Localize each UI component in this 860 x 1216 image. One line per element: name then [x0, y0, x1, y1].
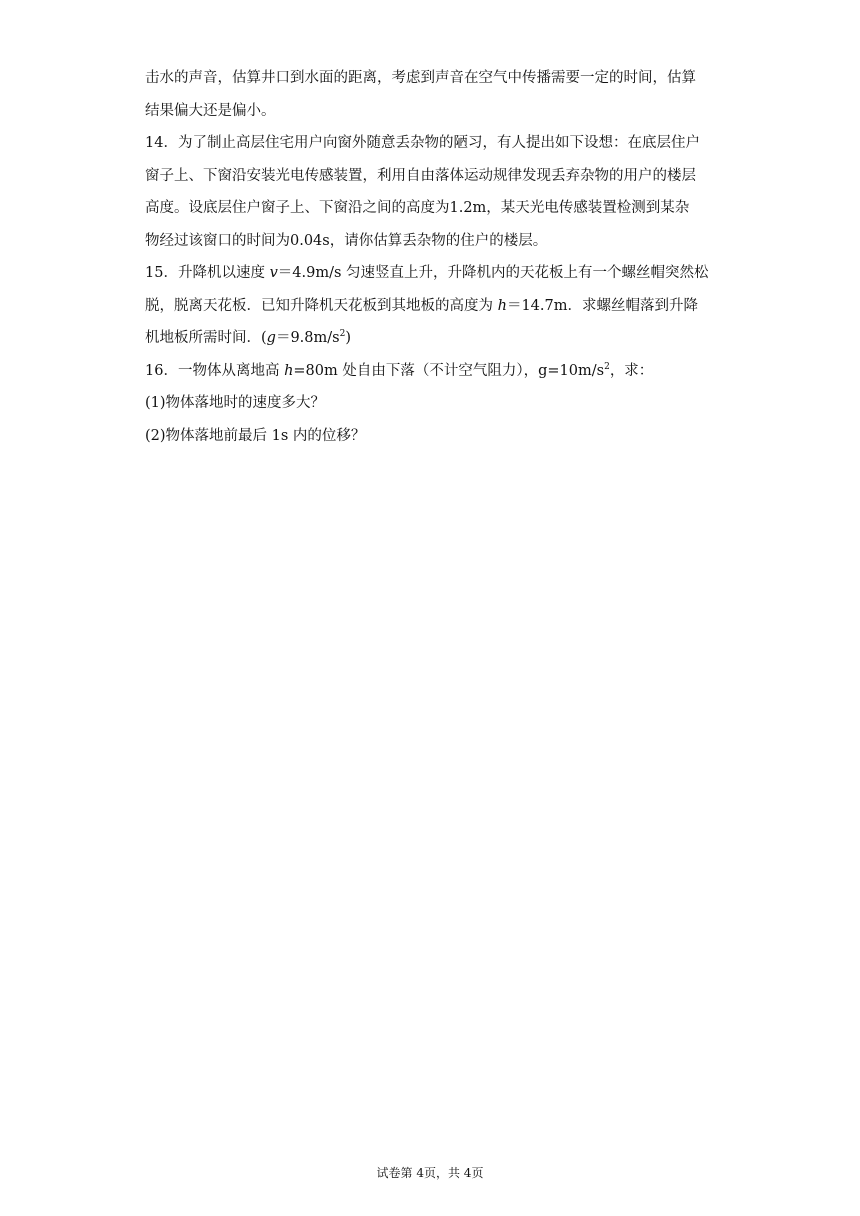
- q15-line-1: [145, 257, 725, 290]
- q14-line-4: 物经过该窗口的时间为0.04s，请你估算丢杂物的住户的楼层。: [145, 232, 548, 249]
- q16-exponent: 2: [604, 361, 610, 372]
- q16-text: =80m 处自由下落（不计空气阻力），g=10m/s: [293, 362, 605, 379]
- q15-exponent: 2: [339, 329, 346, 339]
- q14-line-2: 窗子上、下窗沿安装光电传感装置，利用自由落体运动规律发现丢弃杂物的用户的楼层: [145, 167, 696, 184]
- q15-text: ＝9.8m/s: [275, 330, 340, 346]
- q16-text: ，求：: [609, 362, 654, 379]
- q14-line-1: 14．为了制止高层住宅用户向窗外随意丢杂物的陋习，有人提出如下设想：在底层住户: [145, 135, 700, 151]
- q16-subquestion-1: (1)物体落地时的速度多大？: [145, 395, 326, 411]
- q15-variable-g: g: [266, 330, 276, 346]
- q16-subquestion-2: (2)物体落地前最后 1s 内的位移？: [145, 427, 366, 444]
- q15-text: 15．升降机以速度: [145, 265, 270, 281]
- q14-line-3: 高度。设底层住户窗子上、下窗沿之间的高度为1.2m，某天光电传感装置检测到某杂: [145, 200, 690, 216]
- q13-continuation-line-2: 结果偏大还是偏小。: [145, 102, 276, 119]
- q15-text: ＝4.9m/s 匀速竖直上升，升降机内的天花板上有一个螺丝帽突然松: [277, 265, 709, 281]
- q15-text: 机地板所需时间．(: [145, 330, 267, 346]
- page-footer: 试卷第 4页，共 4页: [376, 1166, 484, 1180]
- q15-line-3: [145, 322, 725, 355]
- q13-continuation-line-1: 击水的声音，估算井口到水面的距离，考虑到声音在空气中传播需要一定的时间，估算: [145, 70, 696, 86]
- q16-variable-h: h: [284, 362, 294, 379]
- q15-text: 脱，脱离天花板．已知升降机天花板到其地板的高度为: [145, 297, 498, 314]
- q15-text: ＝14.7m．求螺丝帽落到升降: [506, 297, 698, 314]
- q15-variable-v: v: [269, 265, 278, 281]
- q16-text: 16．一物体从离地高: [145, 362, 285, 379]
- q15-text: ): [345, 330, 351, 346]
- exam-page-content: [145, 62, 725, 452]
- q15-variable-h: h: [497, 297, 507, 314]
- q15-line-2: [145, 290, 725, 323]
- q16-line-1: [145, 355, 725, 388]
